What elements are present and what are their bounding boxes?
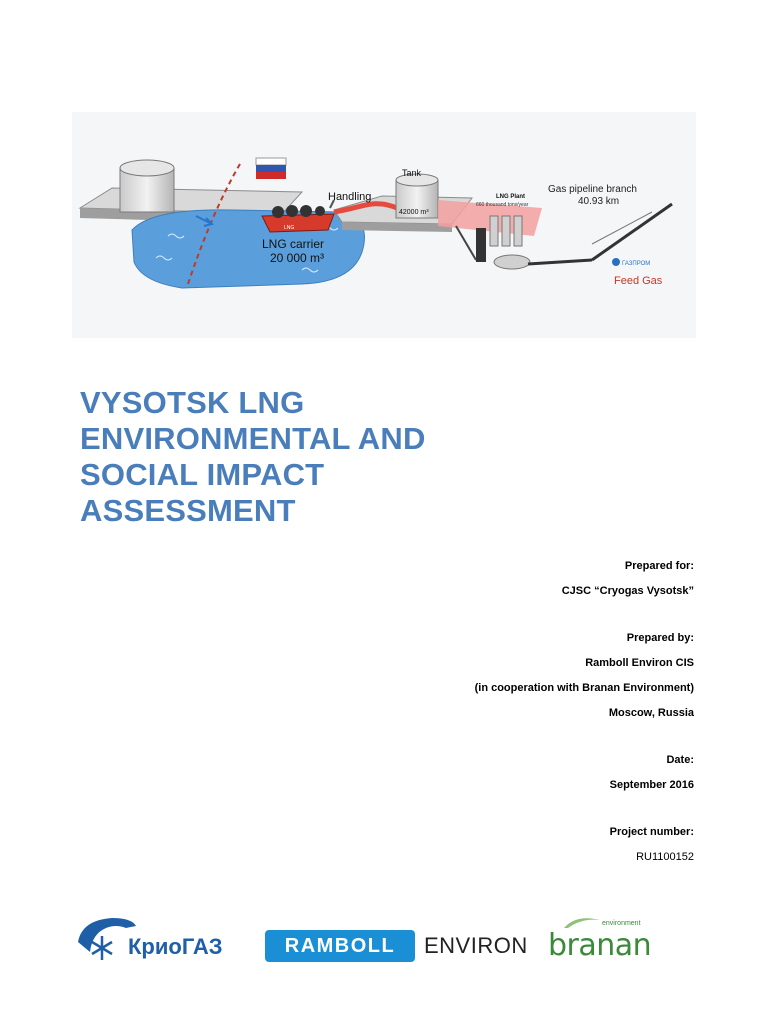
pipeline-length-label: 40.93 km <box>578 196 620 207</box>
kriogaz-logo <box>72 912 252 966</box>
feed-gas-label: Feed Gas <box>614 275 663 287</box>
ship-tank-dome <box>286 205 298 217</box>
gazprom-logo-icon <box>612 258 620 266</box>
flag-blue-stripe <box>256 165 286 172</box>
prepared-for-label: Prepared for: <box>624 560 694 572</box>
ship-tank-dome <box>272 206 284 218</box>
lng-plant-capacity: 660 thousand tons/year <box>476 202 529 208</box>
title-line: SOCIAL IMPACT <box>80 457 325 492</box>
lng-carrier-hull <box>262 214 334 232</box>
prepared-by-value: Ramboll Environ CIS <box>585 657 694 669</box>
plant-base-tank <box>494 255 530 269</box>
branan-subtitle: environment <box>602 920 641 927</box>
kriogaz-wordmark: КриоГАЗ <box>128 934 223 959</box>
tank-label: Tank <box>402 168 422 178</box>
location-text: Moscow, Russia <box>608 707 694 719</box>
branan-logo <box>548 920 658 966</box>
ship-tag-label: LNG <box>284 225 295 231</box>
title-line: VYSOTSK LNG <box>80 385 305 420</box>
diagram-svg <box>72 112 696 338</box>
carrier-volume-label: 20 000 m³ <box>270 251 325 265</box>
title-line: ENVIRONMENTAL AND <box>80 421 426 456</box>
prepared-by-label: Prepared by: <box>626 632 694 644</box>
prepared-for-value: CJSC “Cryogas Vysotsk” <box>561 585 694 597</box>
lng-plant-label: LNG Plant <box>496 194 526 200</box>
date-value: September 2016 <box>609 779 694 791</box>
handling-label: Handling <box>328 191 372 203</box>
project-number-value: RU1100152 <box>636 851 694 863</box>
plant-column <box>490 216 498 246</box>
pipeline-label: Gas pipeline branch <box>548 184 637 195</box>
plant-structure <box>476 228 486 262</box>
ship-tank-dome <box>300 205 312 217</box>
environ-logo: ENVIRON <box>424 933 528 958</box>
ship-tank-dome <box>315 206 325 216</box>
plant-column <box>514 216 522 246</box>
flag-white-stripe <box>256 158 286 165</box>
project-number-label: Project number: <box>609 826 694 838</box>
lng-terminal-diagram <box>72 112 696 338</box>
report-title <box>80 385 700 529</box>
tank-volume-label: 42000 m³ <box>399 209 429 216</box>
cooperation-note: (in cooperation with Branan Environment) <box>474 682 694 694</box>
ramboll-logo: RAMBOLL <box>265 930 415 962</box>
partner-logos <box>0 900 768 980</box>
gazprom-label: ГАЗПРОМ <box>622 261 651 267</box>
title-line: ASSESSMENT <box>80 493 296 528</box>
carrier-label: LNG carrier <box>262 237 325 251</box>
branan-wordmark: branan <box>548 928 652 963</box>
flag-red-stripe <box>256 172 286 179</box>
date-label: Date: <box>666 754 694 766</box>
plant-column <box>502 216 510 246</box>
left-tank-roof <box>120 160 174 176</box>
kriogaz-mark-icon <box>72 912 252 966</box>
